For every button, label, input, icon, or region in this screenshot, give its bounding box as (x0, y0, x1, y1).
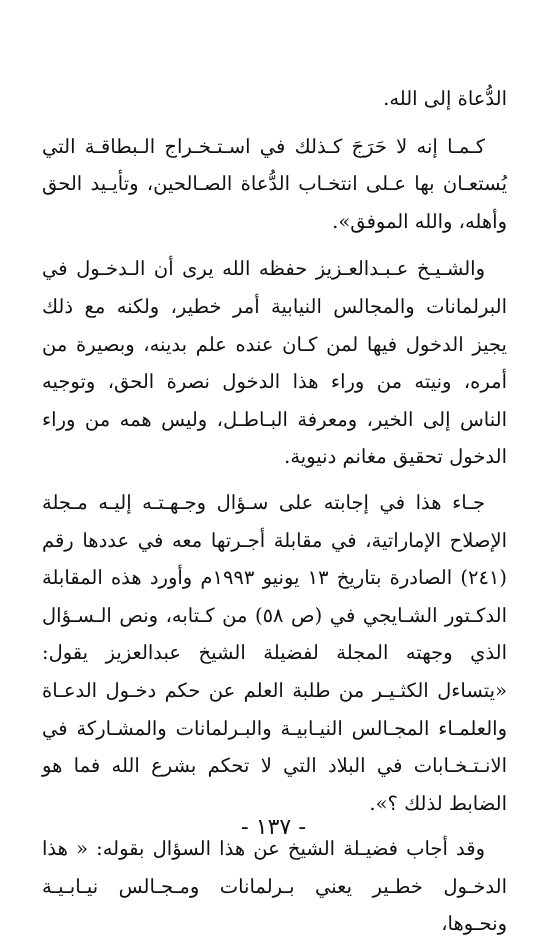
paragraph-closing-fragment: الدُّعاة إلى الله. (383, 87, 507, 110)
paragraph-answer-start: وقد أجاب فضيـلة الشيخ عن هذا السؤال بقوله: « هذا الدخـول خطـير يعني بـرلمانات ومـجـالس نيـابـيـة ونحـوها، (42, 837, 507, 936)
paragraph-ballot-card: كـمـا إنه لا حَرَجَ كـذلك في اسـتـخـراج الـبطاقـة التي يُستعـان بها عـلى انتخـاب الدُّعاة الصـالحين، وتأيـيد الحق وأهله، والله الموفق». (42, 134, 507, 233)
page-number: - ١٣٧ - (240, 815, 307, 840)
paragraph-sheikh-opinion: والشـيـخ عـبـدالعـزيز حفظه الله يرى أن الـدخـول في البرلمانات والمجالس النيابية أمر خطير، ولكنه مع ذلك يجيز الدخول فيها لمن كـان عنده علم بدينه، وبصيرة من أمره، ونيته من وراء هذا الدخول نصرة الحق، وتوجيه الناس إلى الخير، ومعرفة البـاطـل، وليس همه من وراء الدخول تحقيق مغانم دنيوية. (42, 257, 507, 469)
paragraph-magazine-question: جـاء هذا في إجابته على سـؤال وجـهـتـه إليـه مـجلة الإصلاح الإماراتية، في مقابلة أجـرتها معه في عددها رقم (٢٤١) الصادرة بتاريخ ١٣ يونيو ١٩٩٣م وأورد هذه المقابلة الدكـتور الشـايجي في (ص ٥٨) من كـتابه، ونص الـسـؤال الذي وجهته المجلة لفضيلة الشيخ عبدالعزيز يقول: «يتساءل الكثـيـر من طلبة العلم عن حكم دخـول الدعـاة والعلمـاء المجـالس النيـابيـة والبـرلمانات والمشـاركة في الانـتـخـابات في البلاد التي لا تحكم بشرع الله فما هو الضابط لذلك ؟». (42, 490, 507, 815)
page-body (42, 80, 507, 943)
